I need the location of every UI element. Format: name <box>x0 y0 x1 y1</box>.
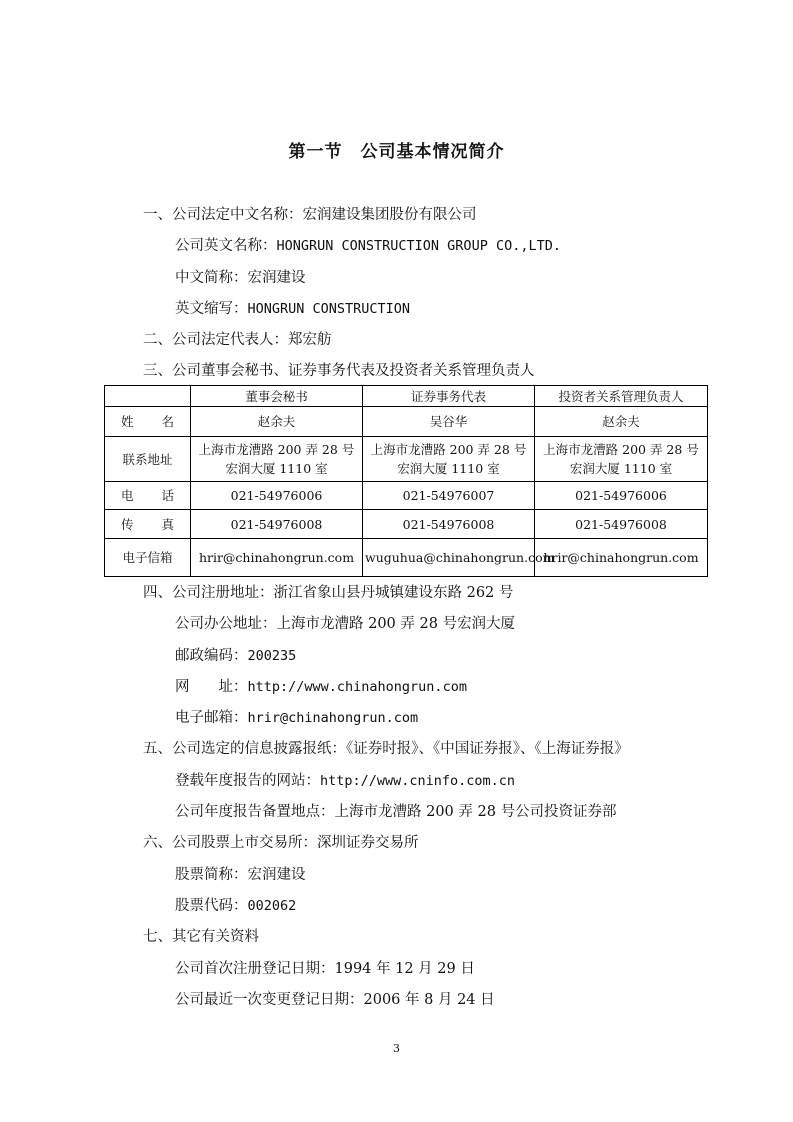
field-label: 邮政编码： <box>175 648 248 664</box>
row-label <box>105 407 191 437</box>
address-line: 宏润大厦 1110 室 <box>225 461 328 476</box>
postcode <box>175 646 296 666</box>
field-label: 股票代码： <box>175 898 248 914</box>
field-value: 200235 <box>247 648 297 664</box>
contacts-heading: 三、公司董事会秘书、证券事务代表及投资者关系管理负责人 <box>143 363 535 379</box>
row-label <box>105 510 191 539</box>
field-value: 《证券时报》、《中国证券报》、《上海证券报》 <box>346 741 629 757</box>
field-value: 2006 年 8 月 24 日 <box>363 992 495 1008</box>
address-line: 宏润大厦 1110 室 <box>569 461 673 476</box>
table-cell: 021-54976008 <box>535 510 708 539</box>
stock-code <box>175 896 296 916</box>
table-row-email <box>105 539 708 577</box>
field-label: 登载年度报告的网站： <box>175 773 320 789</box>
field-label: 四、公司注册地址： <box>143 585 274 601</box>
stock-abbreviation <box>175 865 306 885</box>
label-char: 话 <box>161 488 174 503</box>
field-label: 公司年度报告备置地点： <box>175 804 335 820</box>
table-cell <box>535 437 708 482</box>
row-label: 电子信箱 <box>105 539 191 577</box>
field-label: 公司英文名称： <box>175 238 277 254</box>
table-row-address <box>105 437 708 482</box>
field-value: 宏润建设 <box>247 270 306 286</box>
field-label: 公司办公地址： <box>175 616 277 632</box>
field-value: 宏润建设集团股份有限公司 <box>302 207 477 223</box>
table-cell: hrir@chinahongrun.com <box>191 539 363 577</box>
field-label: 中文简称： <box>175 270 248 286</box>
row-label: 联系地址 <box>105 437 191 482</box>
field-value: 上海市龙漕路 200 弄 28 号宏润大厦 <box>276 616 516 632</box>
field-value: 1994 年 12 月 29 日 <box>334 961 475 977</box>
registered-address <box>143 583 513 603</box>
annual-report-location <box>175 802 617 822</box>
field-label: 六、公司股票上市交易所： <box>143 835 317 851</box>
field-value: 宏润建设 <box>247 867 306 883</box>
disclosure-newspapers <box>143 739 629 759</box>
field-value: hrir@chinahongrun.com <box>247 710 419 726</box>
email <box>175 708 418 728</box>
field-value: HONGRUN CONSTRUCTION <box>247 301 411 317</box>
field-value: HONGRUN CONSTRUCTION GROUP CO.,LTD. <box>276 238 561 254</box>
table-header-cell <box>105 386 191 407</box>
english-abbreviation <box>175 299 410 319</box>
label-char: 姓 <box>121 414 134 429</box>
field-value: 浙江省象山县丹城镇建设东路 262 号 <box>273 585 514 601</box>
field-label: 股票简称： <box>175 867 248 883</box>
table-row-phone <box>105 482 708 510</box>
table-cell: 021-54976006 <box>535 482 708 510</box>
legal-chinese-name <box>143 205 477 225</box>
stock-exchange <box>143 833 419 853</box>
table-cell: 021-54976008 <box>191 510 363 539</box>
last-change-date <box>175 990 495 1010</box>
field-label: 五、公司选定的信息披露报纸： <box>143 741 346 757</box>
table-row-fax <box>105 510 708 539</box>
table-cell: 021-54976008 <box>363 510 535 539</box>
field-label: 电子邮箱： <box>175 710 248 726</box>
table-header-cell: 董事会秘书 <box>191 386 363 407</box>
section-title: 第一节 公司基本情况简介 <box>288 142 505 162</box>
website <box>175 677 467 697</box>
label-char: 名 <box>161 414 174 429</box>
table-cell <box>191 437 363 482</box>
table-header-cell: 投资者关系管理负责人 <box>535 386 708 407</box>
field-label: 公司最近一次变更登记日期： <box>175 992 364 1008</box>
table-cell: 021-54976007 <box>363 482 535 510</box>
address-line: 宏润大厦 1110 室 <box>397 461 500 476</box>
field-value: 深圳证券交易所 <box>317 835 419 851</box>
table-cell: 吴谷华 <box>363 407 535 437</box>
label-char: 传 <box>121 516 134 532</box>
field-label: 公司首次注册登记日期： <box>175 961 335 977</box>
table-header-row <box>105 386 708 407</box>
table-cell: 021-54976006 <box>191 482 363 510</box>
page-number: 3 <box>393 1042 400 1055</box>
first-registration-date <box>175 959 475 979</box>
address-line: 上海市龙漕路 200 弄 28 号 <box>198 442 355 457</box>
table-cell: 赵余夫 <box>191 407 363 437</box>
label-char: 真 <box>161 516 174 532</box>
table-cell: wuguhua@chinahongrun.com <box>363 539 535 577</box>
office-address <box>175 614 515 634</box>
field-value: 002062 <box>247 898 297 914</box>
field-value: 上海市龙漕路 200 弄 28 号公司投资证券部 <box>334 804 617 820</box>
annual-report-website <box>175 771 515 791</box>
other-info-heading: 七、其它有关资料 <box>143 929 259 945</box>
table-row-name <box>105 407 708 437</box>
table-header-cell: 证券事务代表 <box>363 386 535 407</box>
field-value: http://www.chinahongrun.com <box>247 679 467 695</box>
chinese-abbreviation <box>175 268 306 288</box>
legal-representative <box>143 330 332 350</box>
field-label: 二、公司法定代表人： <box>143 332 288 348</box>
english-name <box>175 236 561 256</box>
field-value: http://www.cninfo.com.cn <box>320 773 516 789</box>
table-cell: hrir@chinahongrun.com <box>535 539 708 577</box>
field-label: 网 址： <box>175 679 248 695</box>
field-label: 英文缩写： <box>175 301 248 317</box>
field-value: 郑宏舫 <box>288 332 332 348</box>
table-cell: 赵余夫 <box>535 407 708 437</box>
label-char: 电 <box>121 488 134 503</box>
field-label: 一、公司法定中文名称： <box>143 207 303 223</box>
contact-table <box>104 385 708 577</box>
address-line: 上海市龙漕路 200 弄 28 号 <box>543 442 699 457</box>
row-label <box>105 482 191 510</box>
table-cell <box>363 437 535 482</box>
address-line: 上海市龙漕路 200 弄 28 号 <box>370 442 527 457</box>
